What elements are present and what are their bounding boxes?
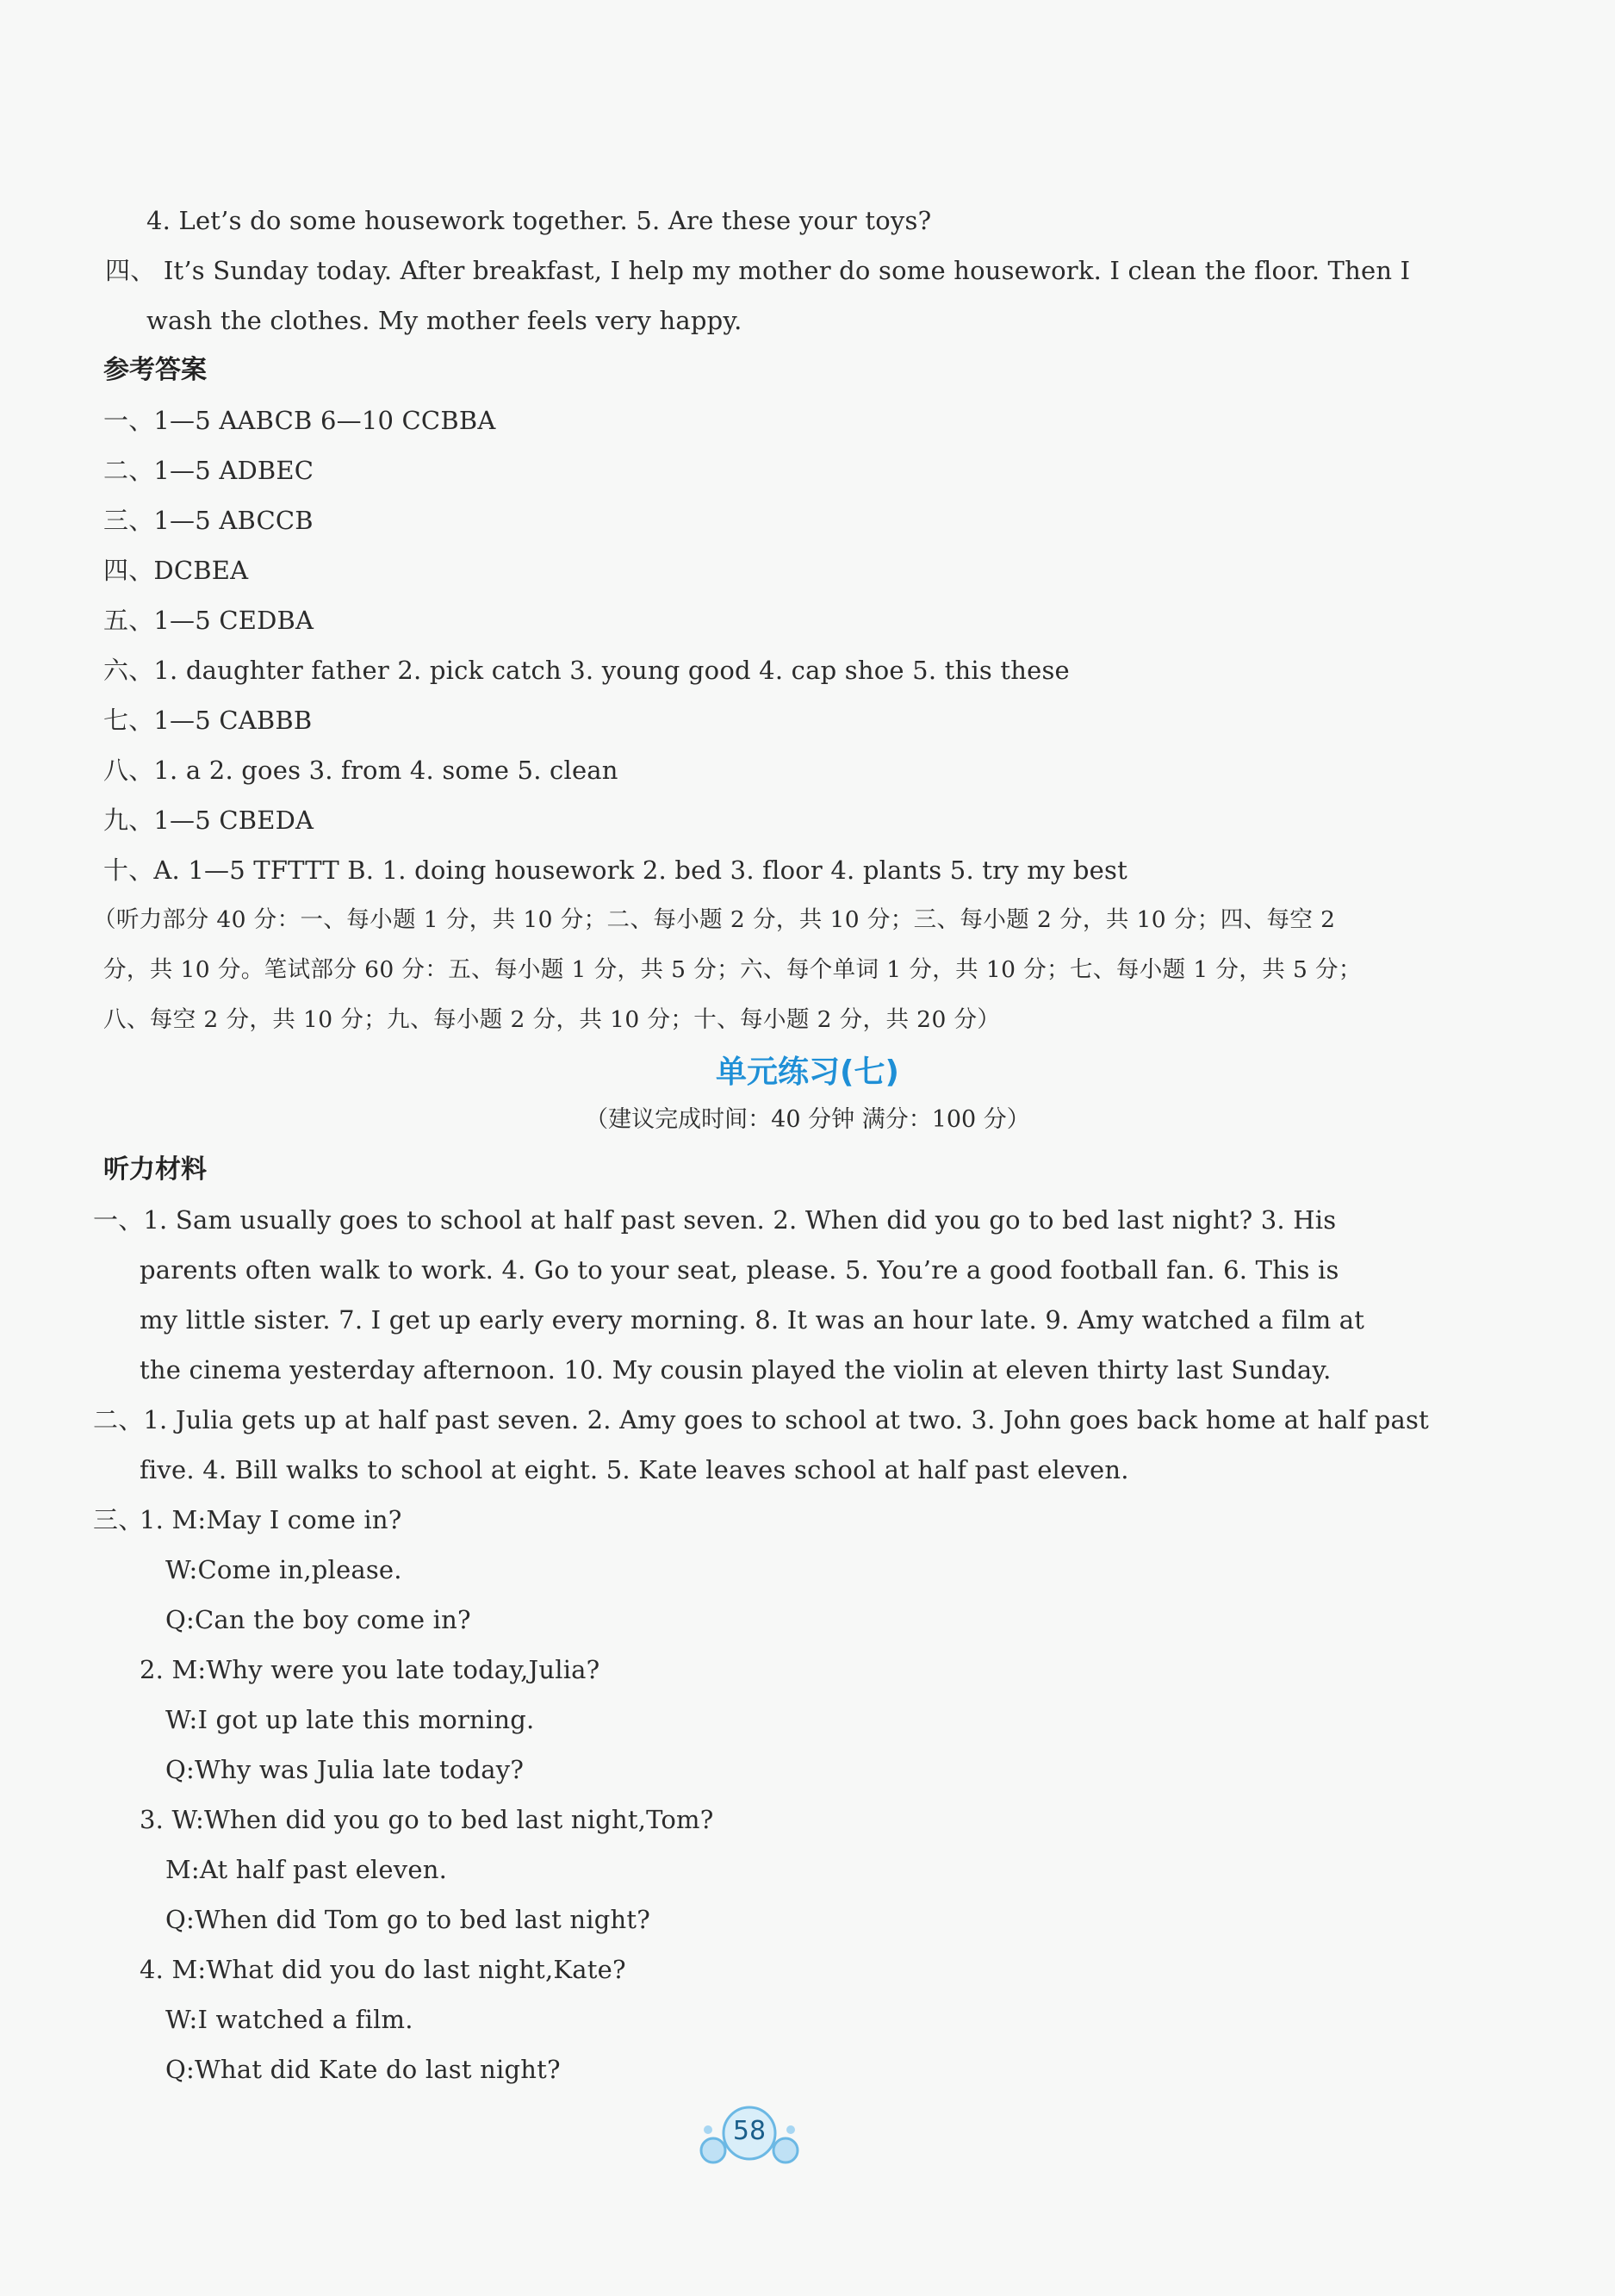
listening-section1-line-2: parents often walk to work. 4. Go to your seat, please. 5. You’re a good football fan. 6. This is — [140, 1255, 1339, 1285]
answer-line-8: 八、1. a 2. goes 3. from 4. some 5. clean — [103, 756, 618, 785]
answer-line-2: 二、1—5 ADBEC — [103, 456, 314, 485]
dialogue-4-w: W:I watched a film. — [165, 2005, 413, 2034]
listening-section1-line-3: my little sister. 7. I get up early every morning. 8. It was an hour late. 9. Amy watched a film at — [140, 1305, 1365, 1335]
listening-section1-line-1: 一、1. Sam usually goes to school at half past seven. 2. When did you go to bed last night? 3. His — [93, 1205, 1337, 1235]
scoring-note-line-1: （听力部分 40 分：一、每小题 1 分，共 10 分；二、每小题 2 分，共 10 分；三、每小题 2 分，共 10 分；四、每空 2 — [93, 906, 1336, 933]
dialogue-2-w: W:I got up late this morning. — [165, 1705, 535, 1734]
listening-section2-line-2: five. 4. Bill walks to school at eight. 5. Kate leaves school at half past eleven. — [140, 1455, 1129, 1484]
unit-title: 单元练习(七) — [716, 1055, 899, 1090]
listening-passage-line-2: wash the clothes. My mother feels very happy. — [146, 306, 742, 335]
answer-line-10: 十、A. 1—5 TFTTT B. 1. doing housework 2. bed 3. floor 4. plants 5. try my best — [103, 856, 1127, 885]
dialogue-1-w: W:Come in,please. — [165, 1555, 402, 1584]
dialogue-1-q: Q:Can the boy come in? — [165, 1605, 471, 1634]
scoring-note-line-3: 八、每空 2 分，共 10 分；九、每小题 2 分，共 10 分；十、每小题 2 分，共 20 分） — [103, 1006, 1001, 1033]
listening-section1-line-4: the cinema yesterday afternoon. 10. My cousin played the violin at eleven thirty last Sunday. — [140, 1355, 1332, 1384]
listening-passage-line-1: 四、 It’s Sunday today. After breakfast, I help my mother do some housework. I clean the floor. Then I — [105, 256, 1411, 285]
answer-line-5: 五、1—5 CEDBA — [103, 606, 314, 635]
page-number-badge — [689, 2102, 810, 2171]
answer-line-4: 四、DCBEA — [103, 556, 249, 585]
dialogue-3-m: M:At half past eleven. — [165, 1855, 448, 1884]
listening-section3-label: 三、 — [93, 1505, 144, 1534]
page-number: 58 — [732, 2116, 767, 2146]
listening-heading: 听力材料 — [103, 1154, 207, 1185]
answer-line-3: 三、1—5 ABCCB — [103, 506, 314, 535]
dialogue-3-w: 3. W:When did you go to bed last night,Tom? — [140, 1805, 714, 1834]
scoring-note-line-2: 分，共 10 分。笔试部分 60 分：五、每小题 1 分，共 5 分；六、每个单词 1 分，共 10 分；七、每小题 1 分，共 5 分； — [103, 956, 1362, 983]
dialogue-4-m: 4. M:What did you do last night,Kate? — [140, 1955, 626, 1984]
dialogue-4-q: Q:What did Kate do last night? — [165, 2055, 561, 2084]
listening-line-4-5: 4. Let’s do some housework together. 5. Are these your toys? — [146, 206, 932, 235]
dialogue-1-m: 1. M:May I come in? — [140, 1505, 402, 1534]
answer-line-6: 六、1. daughter father 2. pick catch 3. young good 4. cap shoe 5. this these — [103, 656, 1070, 685]
answer-line-7: 七、1—5 CABBB — [103, 706, 313, 735]
dialogue-3-q: Q:When did Tom go to bed last night? — [165, 1905, 650, 1934]
answer-line-1: 一、1—5 AABCB 6—10 CCBBA — [103, 406, 496, 435]
dialogue-2-q: Q:Why was Julia late today? — [165, 1755, 525, 1784]
answers-heading: 参考答案 — [103, 355, 207, 385]
unit-subtitle: （建议完成时间：40 分钟 满分：100 分） — [585, 1106, 1030, 1133]
answer-line-9: 九、1—5 CBEDA — [103, 806, 314, 835]
listening-section2-line-1: 二、1. Julia gets up at half past seven. 2. Amy goes to school at two. 3. John goes back home at half past — [93, 1405, 1429, 1434]
dialogue-2-m: 2. M:Why were you late today,Julia? — [140, 1655, 600, 1684]
